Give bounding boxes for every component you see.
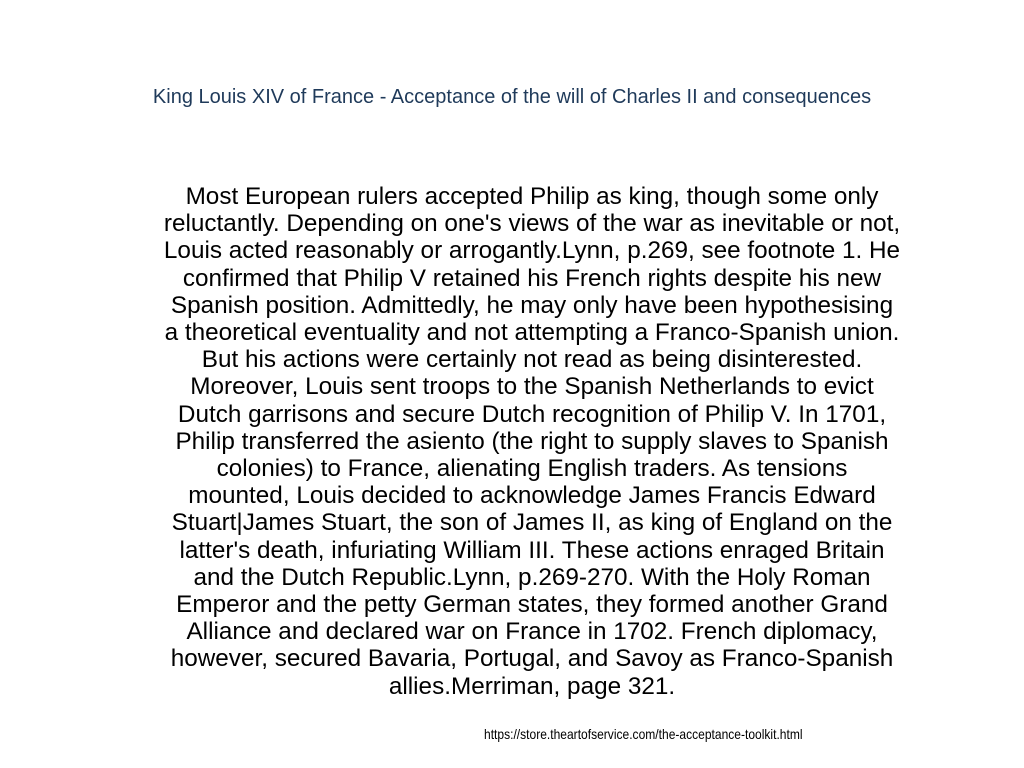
body-line: Moreover, Louis sent troops to the Spanish Netherlands to evict: [190, 373, 874, 401]
body-line: mounted, Louis decided to acknowledge James Francis Edward: [188, 482, 876, 510]
body-line: Alliance and declared war on France in 1702. French diplomacy,: [186, 618, 878, 646]
body-line: Philip transferred the asiento (the right to supply slaves to Spanish: [175, 427, 889, 455]
footer-url-link[interactable]: https://store.theartofservice.com/the-acceptance-toolkit.html: [484, 726, 803, 742]
body-line: confirmed that Philip V retained his French rights despite his new: [182, 264, 882, 292]
body-line: But his actions were certainly not read as being disinterested.: [201, 346, 863, 374]
body-line: latter's death, infuriating William III. These actions enraged Britain: [179, 536, 885, 564]
body-line: Most European rulers accepted Philip as king, though some only: [185, 183, 879, 210]
body-line: reluctantly. Depending on one's views of the war as inevitable or not,: [163, 210, 901, 238]
body-line: Stuart|James Stuart, the son of James II, as king of England on the: [171, 509, 893, 537]
body-line: allies.Merriman, page 321.: [388, 672, 676, 700]
body-line: Emperor and the petty German states, they formed another Grand: [176, 591, 888, 619]
body-line: Spanish position. Admittedly, he may only have been hypothesising: [170, 291, 894, 319]
body-line: however, secured Bavaria, Portugal, and Savoy as Franco-Spanish: [170, 645, 894, 673]
body-line: a theoretical eventuality and not attempting a Franco-Spanish union.: [164, 319, 900, 347]
slide-body-text: [96, 183, 968, 700]
body-line: Louis acted reasonably or arrogantly.Lynn, p.269, see footnote 1. He: [163, 237, 901, 265]
body-line: Dutch garrisons and secure Dutch recognition of Philip V. In 1701,: [177, 400, 887, 428]
body-line: colonies) to France, alienating English traders. As tensions: [216, 455, 848, 483]
body-line: and the Dutch Republic.Lynn, p.269-270. With the Holy Roman: [193, 563, 871, 591]
slide-title: King Louis XIV of France - Acceptance of the will of Charles II and consequences: [152, 86, 872, 108]
